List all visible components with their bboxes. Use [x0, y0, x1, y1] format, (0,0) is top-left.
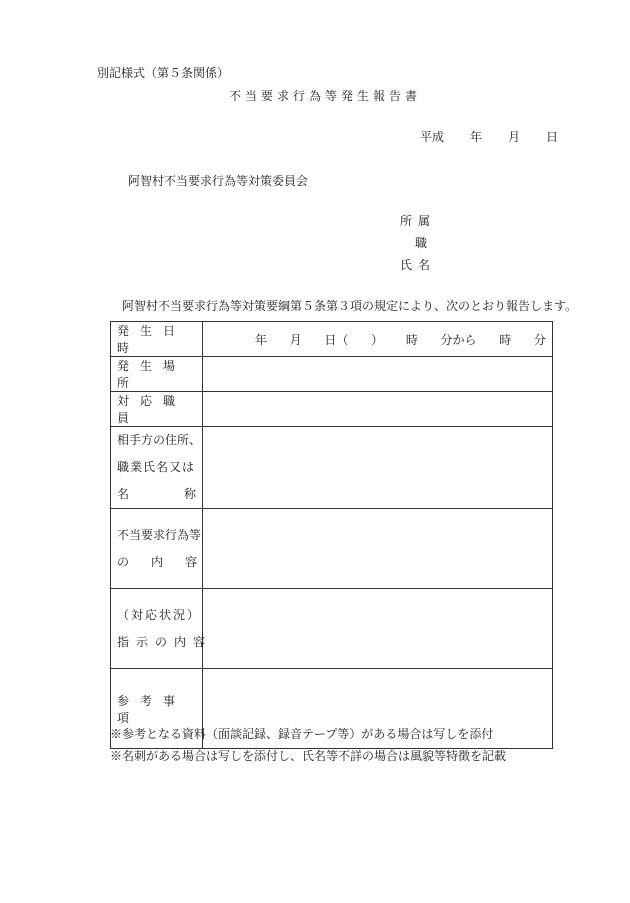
instruction-field[interactable]	[203, 589, 553, 669]
other-party-label-line-2: 職業氏名又は	[117, 460, 196, 474]
dt-month: 月	[289, 332, 302, 347]
row-occurrence-place	[111, 357, 553, 392]
content-label-line-1: 不当要求行為等	[117, 527, 202, 542]
instruction-label-line-2: 指示の内容	[117, 634, 213, 649]
reference-label: 参考事項	[111, 669, 203, 749]
intro-text: 阿智村不当要求行為等対策要綱第５条第３項の規定により、次のとおり報告します。	[122, 299, 578, 313]
form-label: 別記様式（第５条関係）	[97, 66, 230, 80]
occurrence-place-label: 発生場所	[111, 357, 203, 392]
dt-minute-from: 分から	[440, 332, 477, 347]
content-label	[111, 509, 220, 589]
row-occurrence-datetime	[111, 322, 553, 357]
date-line	[420, 131, 558, 143]
responding-staff-label: 対応職員	[111, 392, 203, 427]
dt-hour-to: 時	[499, 332, 512, 347]
row-other-party	[111, 427, 553, 509]
document-title: 不当要求行為等発生報告書	[228, 89, 421, 103]
dt-paren-close: ）	[371, 332, 384, 347]
reporter-affiliation-label: 所属	[400, 214, 437, 228]
report-table	[110, 321, 553, 749]
date-month: 月	[508, 130, 521, 144]
dt-year: 年	[255, 332, 268, 347]
dt-day-open: 日（	[324, 332, 349, 347]
instruction-label-line-1: （対応状況）	[117, 607, 202, 622]
content-label-line-2: の内容	[117, 554, 220, 569]
date-day: 日	[546, 130, 559, 144]
dt-minute-to: 分	[533, 332, 546, 347]
date-era: 平成	[420, 130, 445, 144]
other-party-label-line-1: 相手方の住所、	[117, 433, 202, 447]
row-instruction	[111, 589, 553, 669]
reporter-name-label: 氏名	[400, 258, 437, 272]
occurrence-datetime-field[interactable]	[203, 322, 553, 357]
dt-hour-from: 時	[405, 332, 418, 347]
row-content	[111, 509, 553, 589]
date-year: 年	[470, 130, 483, 144]
responding-staff-field[interactable]	[203, 392, 553, 427]
row-responding-staff	[111, 392, 553, 427]
note-business-card: ※名刺がある場合は写しを添付し、氏名等不詳の場合は風貌等特徴を記載	[110, 749, 507, 763]
occurrence-place-field[interactable]	[203, 357, 553, 392]
other-party-label	[111, 427, 252, 509]
other-party-label-line-3: 名称	[117, 487, 252, 501]
other-party-field[interactable]	[203, 427, 553, 509]
addressee: 阿智村不当要求行為等対策委員会	[128, 174, 309, 188]
instruction-label	[111, 589, 213, 669]
occurrence-datetime-label: 発生日時	[111, 322, 203, 357]
reporter-position-label: 職	[415, 236, 428, 250]
note-reference-materials: ※参考となる資料（面談記録、録音テープ等）がある場合は写しを添付	[110, 727, 494, 741]
content-field[interactable]	[203, 509, 553, 589]
